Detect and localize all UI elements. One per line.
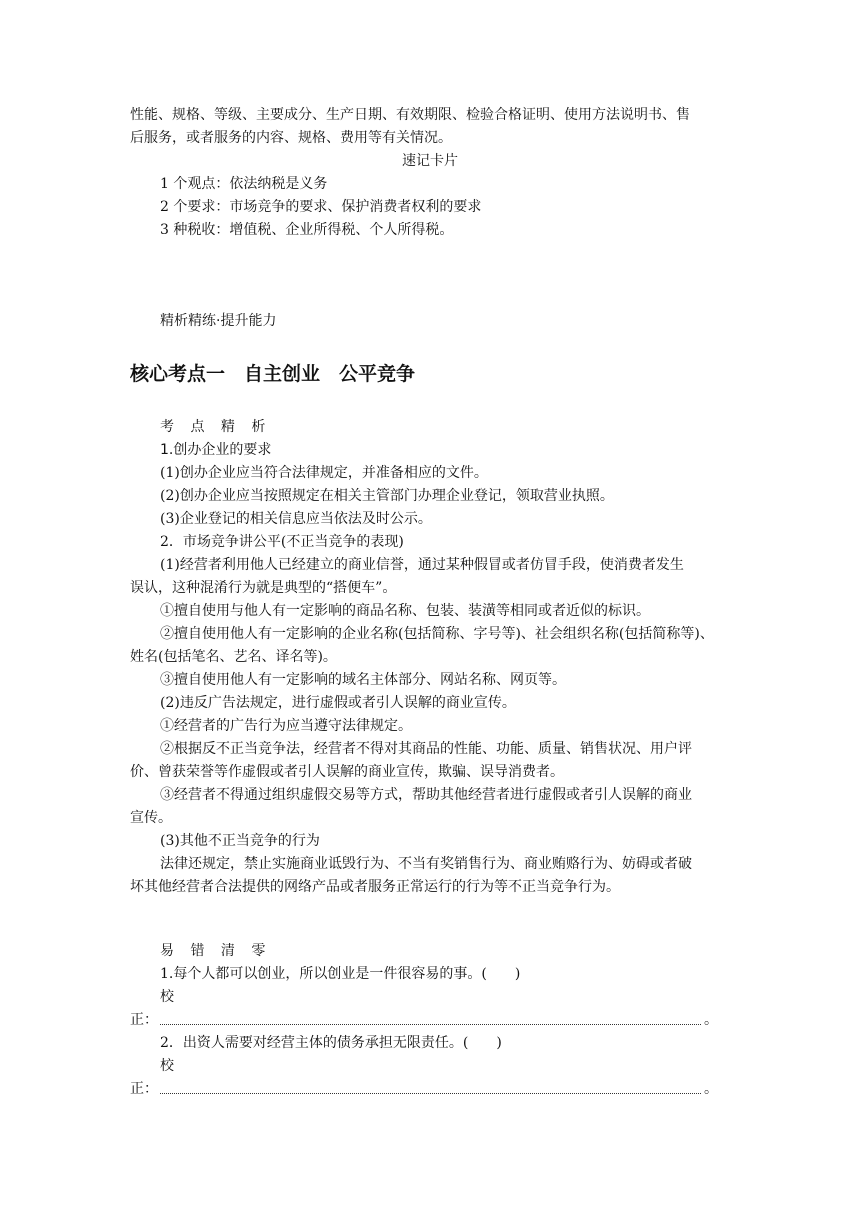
intro-line-2: 后服务，或者服务的内容、规格、费用等有关情况。 xyxy=(130,130,452,146)
point2-title: 2．市场竞争讲公平(不正当竞争的表现) xyxy=(160,534,404,550)
correction-label-2: 校 xyxy=(160,1058,174,1074)
correction-end-1: 。 xyxy=(704,1012,718,1028)
card-item-1: 1 个观点：依法纳税是义务 xyxy=(160,176,328,192)
p2-item-c-line-1: ③经营者不得通过组织虚假交易等方式，帮助其他经营者进行虚假或者引人误解的商业 xyxy=(160,787,692,803)
correction-label-1: 校 xyxy=(160,989,174,1005)
correction-end-2: 。 xyxy=(704,1081,718,1097)
p3-title: (3)其他不正当竞争的行为 xyxy=(160,833,320,849)
p3-line-2: 坏其他经营者合法提供的网络产品或者服务正常运行的行为等不正当竞争行为。 xyxy=(130,879,620,895)
card-item-3: 3 种税收：增值税、企业所得税、个人所得税。 xyxy=(160,222,454,238)
p2-title: (2)违反广告法规定，进行虚假或者引人误解的商业宣传。 xyxy=(160,695,516,711)
correction-line-2[interactable] xyxy=(130,1078,718,1100)
p1-item-a: ①擅自使用与他人有一定影响的商品名称、包装、装潢等相同或者近似的标识。 xyxy=(160,603,650,619)
p2-item-c-line-2: 宣传。 xyxy=(130,810,172,826)
question-2: 2．出资人需要对经营主体的债务承担无限责任。( ) xyxy=(160,1035,502,1051)
errors-label: 易 错 清 零 xyxy=(160,943,272,959)
point1-item-1: (1)创办企业应当符合法律规定，并准备相应的文件。 xyxy=(160,465,488,481)
p3-line-1: 法律还规定，禁止实施商业诋毁行为、不当有奖销售行为、商业贿赂行为、妨碍或者破 xyxy=(160,856,692,872)
answer-dotted-line-1[interactable] xyxy=(160,1023,701,1025)
p2-item-b-line-2: 价、曾获荣誉等作虚假或者引人误解的商业宣传，欺骗、误导消费者。 xyxy=(130,764,564,780)
p1-line-2: 误认，这种混淆行为就是典型的“搭便车”。 xyxy=(130,580,397,596)
correction-prefix-1: 正： xyxy=(130,1012,158,1028)
point1-item-3: (3)企业登记的相关信息应当依法及时公示。 xyxy=(160,511,432,527)
analysis-label: 考 点 精 析 xyxy=(160,419,272,435)
card-item-2: 2 个要求：市场竞争的要求、保护消费者权利的要求 xyxy=(160,199,482,215)
p1-item-b-line-2: 姓名(包括笔名、艺名、译名等)。 xyxy=(130,649,337,665)
p1-item-c: ③擅自使用他人有一定影响的域名主体部分、网站名称、网页等。 xyxy=(160,672,566,688)
p2-item-b-line-1: ②根据反不正当竞争法，经营者不得对其商品的性能、功能、质量、销售状况、用户评 xyxy=(160,741,692,757)
section-label: 精析精练·提升能力 xyxy=(160,313,277,329)
correction-prefix-2: 正： xyxy=(130,1081,158,1097)
point1-item-2: (2)创办企业应当按照规定在相关主管部门办理企业登记，领取营业执照。 xyxy=(160,488,614,504)
p1-line-1: (1)经营者利用他人已经建立的商业信誉，通过某种假冒或者仿冒手段，使消费者发生 xyxy=(160,557,684,573)
answer-dotted-line-2[interactable] xyxy=(160,1092,701,1094)
section-heading: 核心考点一 自主创业 公平竞争 xyxy=(130,363,416,385)
question-1: 1.每个人都可以创业，所以创业是一件很容易的事。( ) xyxy=(160,966,521,982)
correction-line-1[interactable] xyxy=(130,1009,718,1031)
intro-line-1: 性能、规格、等级、主要成分、生产日期、有效期限、检验合格证明、使用方法说明书、售 xyxy=(130,107,690,123)
p1-item-b-line-1: ②擅自使用他人有一定影响的企业名称(包括简称、字号等)、社会组织名称(包括简称等)、 xyxy=(160,626,714,642)
p2-item-a: ①经营者的广告行为应当遵守法律规定。 xyxy=(160,718,412,734)
card-title: 速记卡片 xyxy=(402,153,458,169)
point1-title: 1.创办企业的要求 xyxy=(160,442,272,458)
